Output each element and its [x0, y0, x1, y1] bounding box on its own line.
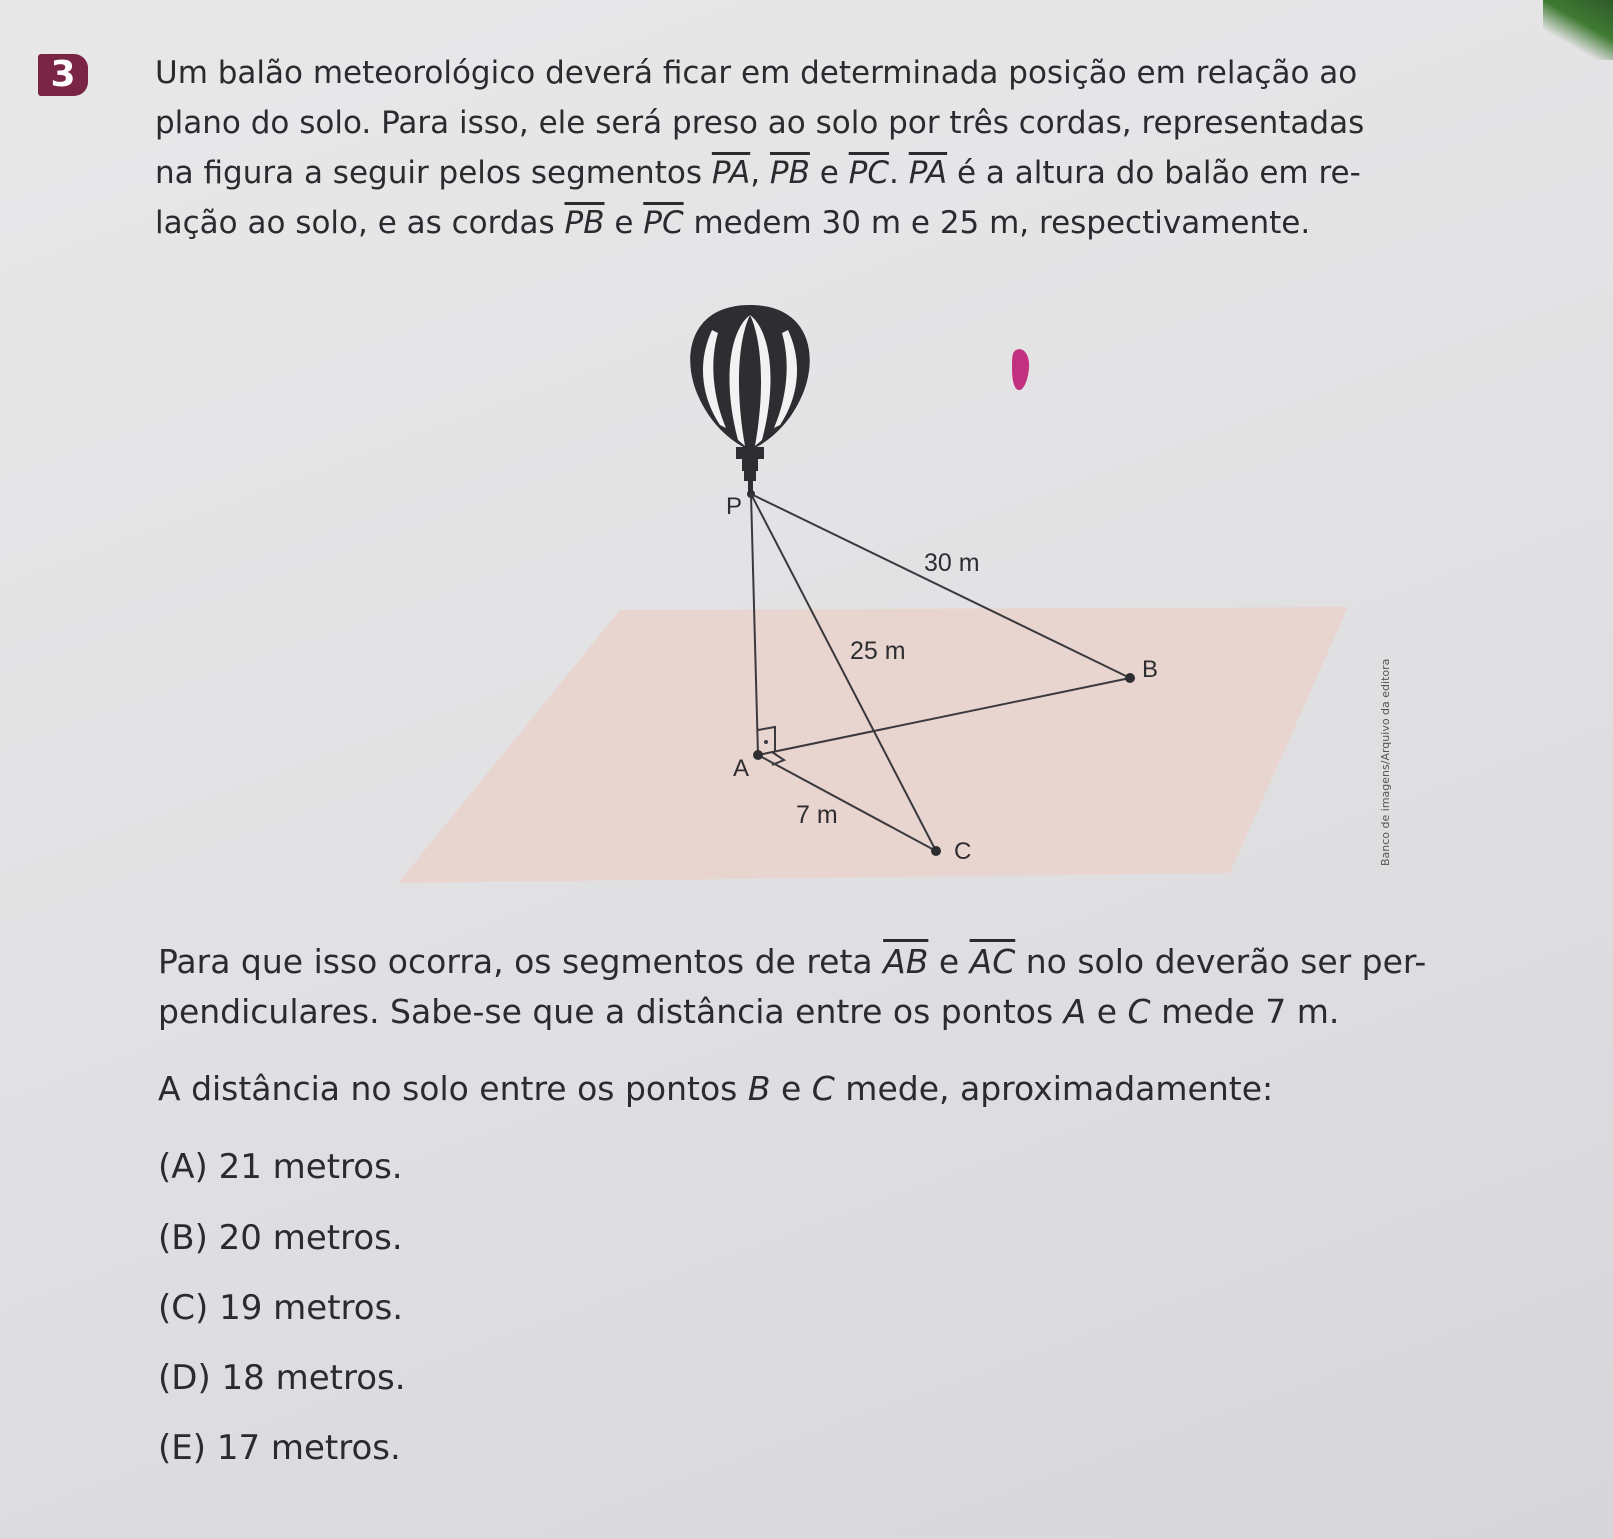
- stem-text: e: [604, 205, 644, 241]
- balloon-icon: [690, 305, 810, 498]
- stem-text: medem 30 m e 25 m, respectivamente.: [683, 205, 1311, 241]
- segment-ac: $\overline{AC}$: [969, 942, 1016, 981]
- stem-text: ,: [750, 155, 770, 191]
- body-text: no solo deverão ser per-: [1015, 942, 1427, 981]
- point-b: B: [747, 1069, 771, 1108]
- option-c[interactable]: [158, 1288, 404, 1328]
- option-b[interactable]: [158, 1218, 403, 1258]
- label-pc-length: 25 m: [850, 637, 906, 665]
- body-text: e: [928, 942, 970, 981]
- segment-pb: $\overline{PB}$: [564, 205, 605, 241]
- stem-text: é a altura do balão em re-: [947, 155, 1361, 191]
- point-a-dot: [753, 750, 763, 760]
- option-a[interactable]: [158, 1147, 403, 1187]
- point-a: A: [1063, 992, 1087, 1031]
- stem-line-1: Um balão meteorológico deverá ficar em determinada posição em relação ao: [155, 55, 1358, 91]
- label-a: A: [733, 755, 750, 782]
- label-b: B: [1142, 656, 1159, 683]
- image-credit: Banco de imagens/Arquivo da editora: [1379, 658, 1392, 866]
- option-e[interactable]: [158, 1428, 401, 1468]
- option-text: 17 metros.: [206, 1428, 401, 1468]
- label-pb-length: 30 m: [924, 549, 980, 577]
- option-letter: (C): [158, 1288, 209, 1328]
- point-b-dot: [1125, 673, 1135, 683]
- option-letter: (A): [158, 1147, 208, 1187]
- body-line-3: [158, 1069, 1274, 1108]
- segment-pb: $\overline{PB}$: [769, 155, 810, 191]
- option-text: 21 metros.: [207, 1147, 403, 1187]
- body-line-1: [158, 942, 1427, 981]
- stem-text: .: [889, 155, 909, 191]
- point-c-dot: [931, 846, 941, 856]
- pink-ink-mark: [1012, 349, 1029, 390]
- label-ac-length: 7 m: [796, 801, 838, 829]
- option-text: 19 metros.: [208, 1288, 404, 1328]
- question-number-badge: 3: [38, 54, 88, 96]
- segment-pc: $\overline{PC}$: [643, 205, 684, 241]
- option-letter: (B): [158, 1218, 208, 1258]
- option-text: 18 metros.: [210, 1358, 406, 1398]
- stem-text: lação ao solo, e as cordas: [155, 205, 565, 241]
- stem-text: na figura a seguir pelos segmentos: [155, 155, 712, 191]
- option-text: 20 metros.: [207, 1218, 403, 1258]
- point-c: C: [811, 1069, 835, 1108]
- segment-pa: $\overline{PA}$: [908, 155, 948, 191]
- stem-text: e: [809, 155, 849, 191]
- segment-pc: $\overline{PC}$: [848, 155, 890, 191]
- label-c: C: [954, 838, 972, 865]
- body-text: mede, aproximadamente:: [834, 1069, 1274, 1108]
- label-p: P: [726, 493, 743, 520]
- segment-ab: $\overline{AB}$: [883, 942, 929, 981]
- option-letter: (E): [158, 1428, 207, 1468]
- body-line-2: [158, 992, 1340, 1031]
- stem-line-2: plano do solo. Para isso, ele será preso ao solo por três cordas, representadas: [155, 105, 1365, 141]
- segment-pa: $\overline{PA}$: [711, 155, 751, 191]
- option-d[interactable]: [158, 1358, 406, 1398]
- body-text: A distância no solo entre os pontos: [158, 1069, 748, 1108]
- body-text: pendiculares. Sabe-se que a distância entre os pontos: [158, 992, 1064, 1031]
- body-text: e: [770, 1069, 812, 1108]
- option-letter: (D): [158, 1358, 211, 1398]
- point-c: C: [1127, 992, 1151, 1031]
- body-text: Para que isso ocorra, os segmentos de reta: [158, 942, 884, 981]
- body-text: mede 7 m.: [1150, 992, 1340, 1031]
- body-text: e: [1086, 992, 1128, 1031]
